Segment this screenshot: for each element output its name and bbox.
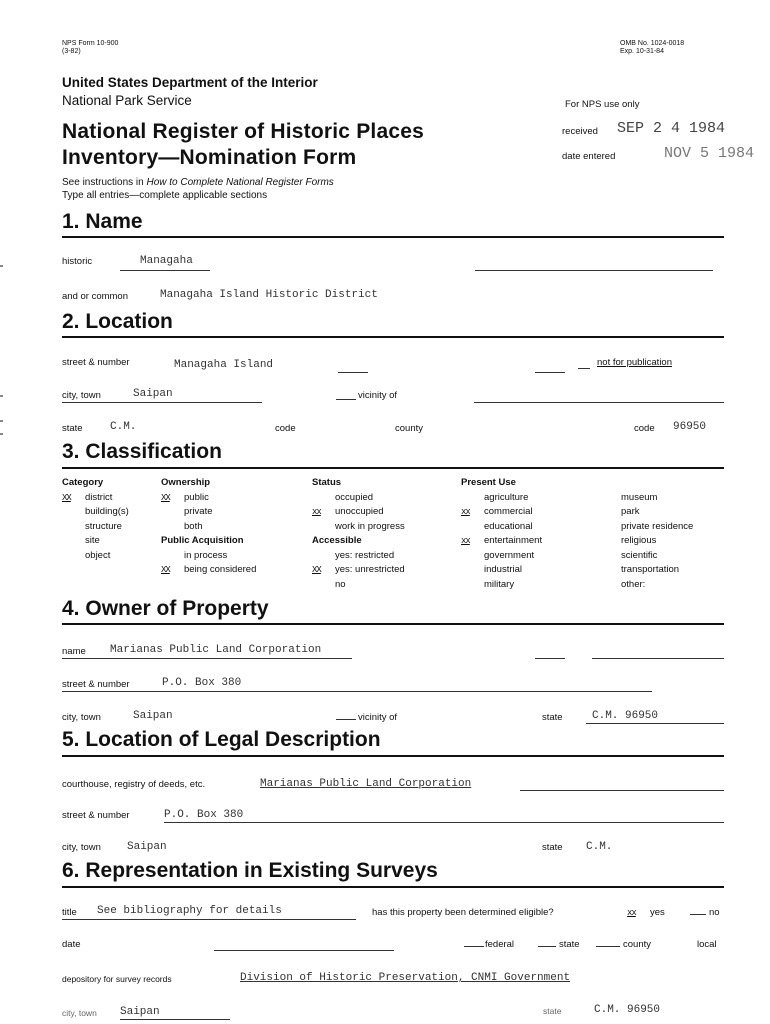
legal-street-label: street & number [62,810,130,821]
legal-city-value[interactable]: Saipan [127,841,167,853]
form-revision: (3-82) [62,48,81,55]
location-street-label: street & number [62,357,130,368]
category-buildings-option[interactable]: building(s) [85,506,129,517]
legal-state-label: state [542,842,563,853]
owner-state-label: state [542,712,563,723]
location-street-value[interactable]: Managaha Island [174,359,274,371]
category-object-option[interactable]: object [85,549,111,561]
eligible-no-option[interactable]: no [709,907,720,918]
section-1-heading: 1. Name [62,210,143,233]
use-museum-option[interactable]: museum [621,491,658,503]
use-military-option[interactable]: military [484,578,515,590]
legal-city-label: city, town [62,842,101,853]
survey-city-label: city, town [62,1008,97,1018]
location-code2-value[interactable]: 96950 [673,421,707,433]
section-2-rule [62,336,724,338]
section-4-rule [62,623,724,625]
use-commercial-option[interactable]: xx commercial [461,506,533,517]
category-column [62,476,129,563]
form-title-line1: National Register of Historic Places [62,120,424,143]
use-scientific-option[interactable]: scientific [621,549,658,561]
owner-vicinity-label: vicinity of [358,712,398,723]
location-city-value[interactable]: Saipan [133,388,173,400]
survey-local-option[interactable]: local [697,939,717,950]
category-site-option[interactable]: site [85,535,100,546]
survey-city-value[interactable]: Saipan [120,1006,160,1018]
location-code-label: code [275,423,296,434]
section-4-heading: 4. Owner of Property [62,597,269,620]
acquisition-in-process-option[interactable]: in process [184,549,228,561]
accessible-restricted-option[interactable]: yes: restricted [335,549,395,561]
section-6-heading: 6. Representation in Existing Surveys [62,859,438,882]
received-label: received [562,126,598,137]
survey-title-label: title [62,907,77,918]
use-park-option[interactable]: park [621,506,640,517]
survey-date-label: date [62,939,81,950]
ownership-both-option[interactable]: both [184,520,203,532]
present-use-heading: Present Use [461,477,516,488]
scan-artifact [0,420,3,422]
section-2-heading: 2. Location [62,310,173,333]
historic-value[interactable]: Managaha [140,255,193,267]
status-column [312,476,405,592]
use-government-option[interactable]: government [484,549,535,561]
section-6-rule [62,886,724,888]
courthouse-value[interactable]: Marianas Public Land Corporation [260,778,472,790]
survey-title-value[interactable]: See bibliography for details [97,905,282,917]
use-private-residence-option[interactable]: private residence [621,520,694,532]
category-structure-option[interactable]: structure [85,520,122,532]
common-name-value[interactable]: Managaha Island Historic District [160,289,378,301]
date-entered-label: date entered [562,151,616,162]
historic-label: historic [62,256,93,267]
present-use-column-1 [461,476,542,592]
owner-name-label: name [62,646,86,657]
nps-use-only-label: For NPS use only [565,99,640,110]
ownership-heading: Ownership [161,477,211,488]
section-3-heading: 3. Classification [62,440,222,463]
ownership-public-option[interactable]: XX public [161,491,209,503]
location-code2-label: code [634,423,655,434]
location-state-value[interactable]: C.M. [110,421,137,433]
status-occupied-option[interactable]: occupied [335,491,374,503]
omb-number: OMB No. 1024-0018 [620,40,685,47]
owner-state-value[interactable]: C.M. 96950 [592,710,659,722]
use-agriculture-option[interactable]: agriculture [484,491,529,503]
location-vicinity-label: vicinity of [358,390,398,401]
category-district-option[interactable]: XX district [62,491,113,503]
instructions-line2: Type all entries—complete applicable sections [62,190,268,201]
acquisition-being-considered-option[interactable]: XX being considered [161,564,257,575]
survey-county-option[interactable]: county [623,939,651,950]
owner-city-value[interactable]: Saipan [133,710,173,722]
survey-federal-option[interactable]: federal [485,939,515,950]
ownership-column [161,476,256,578]
survey-state-label: state [543,1006,562,1016]
common-name-label: and or common [62,291,129,302]
use-other-option[interactable]: other: [621,578,646,590]
ownership-private-option[interactable]: private [184,506,213,517]
section-5-heading: 5. Location of Legal Description [62,728,381,751]
use-transportation-option[interactable]: transportation [621,564,680,575]
survey-state-value[interactable]: C.M. 96950 [594,1004,661,1016]
owner-street-label: street & number [62,679,130,690]
status-unoccupied-option[interactable]: xx unoccupied [312,506,384,517]
eligible-question: has this property been determined eligible? [372,907,554,918]
section-1-rule [62,236,724,238]
use-religious-option[interactable]: religious [621,535,657,546]
use-industrial-option[interactable]: industrial [484,564,523,575]
scan-artifact [0,433,3,435]
section-3-rule [62,467,724,469]
location-state-label: state [62,423,83,434]
service-name: National Park Service [62,93,192,108]
form-title-line2: Inventory—Nomination Form [62,146,357,169]
scan-artifact [0,265,3,267]
accessible-no-option[interactable]: no [335,578,346,590]
survey-state-option[interactable]: state [559,939,580,950]
location-county-label: county [395,423,423,434]
location-city-label: city, town [62,390,101,401]
owner-city-label: city, town [62,712,101,723]
courthouse-label: courthouse, registry of deeds, etc. [62,779,206,790]
department-name: United States Department of the Interior [62,75,318,90]
status-heading: Status [312,477,342,488]
depository-value[interactable]: Division of Historic Preservation, CNMI Government [240,972,571,984]
eligible-yes-option[interactable]: xx yes [627,907,665,918]
instructions-line1: See instructions in How to Complete National Register Forms [62,177,334,188]
public-acquisition-heading: Public Acquisition [161,535,244,546]
scan-artifact [0,395,3,397]
date-entered-stamp: NOV 5 1984 [664,145,755,162]
accessible-heading: Accessible [312,535,362,546]
received-stamp: SEP 2 4 1984 [617,120,726,137]
form-number: NPS Form 10-900 [62,40,119,47]
category-heading: Category [62,477,104,488]
use-educational-option[interactable]: educational [484,520,533,532]
owner-street-value[interactable]: P.O. Box 380 [162,677,242,689]
not-for-publication-label[interactable]: not for publication [597,357,672,368]
omb-expiration: Exp. 10-31-84 [620,48,664,55]
accessible-unrestricted-option[interactable]: XX yes: unrestricted [312,564,405,575]
status-work-in-progress-option[interactable]: work in progress [335,520,405,532]
section-5-rule [62,755,724,757]
use-entertainment-option[interactable]: xx entertainment [461,535,543,546]
depository-label: depository for survey records [62,974,172,984]
owner-name-value[interactable]: Marianas Public Land Corporation [110,644,322,656]
legal-street-value[interactable]: P.O. Box 380 [164,809,244,821]
legal-state-value[interactable]: C.M. [586,841,613,853]
present-use-column-2 [598,491,693,593]
